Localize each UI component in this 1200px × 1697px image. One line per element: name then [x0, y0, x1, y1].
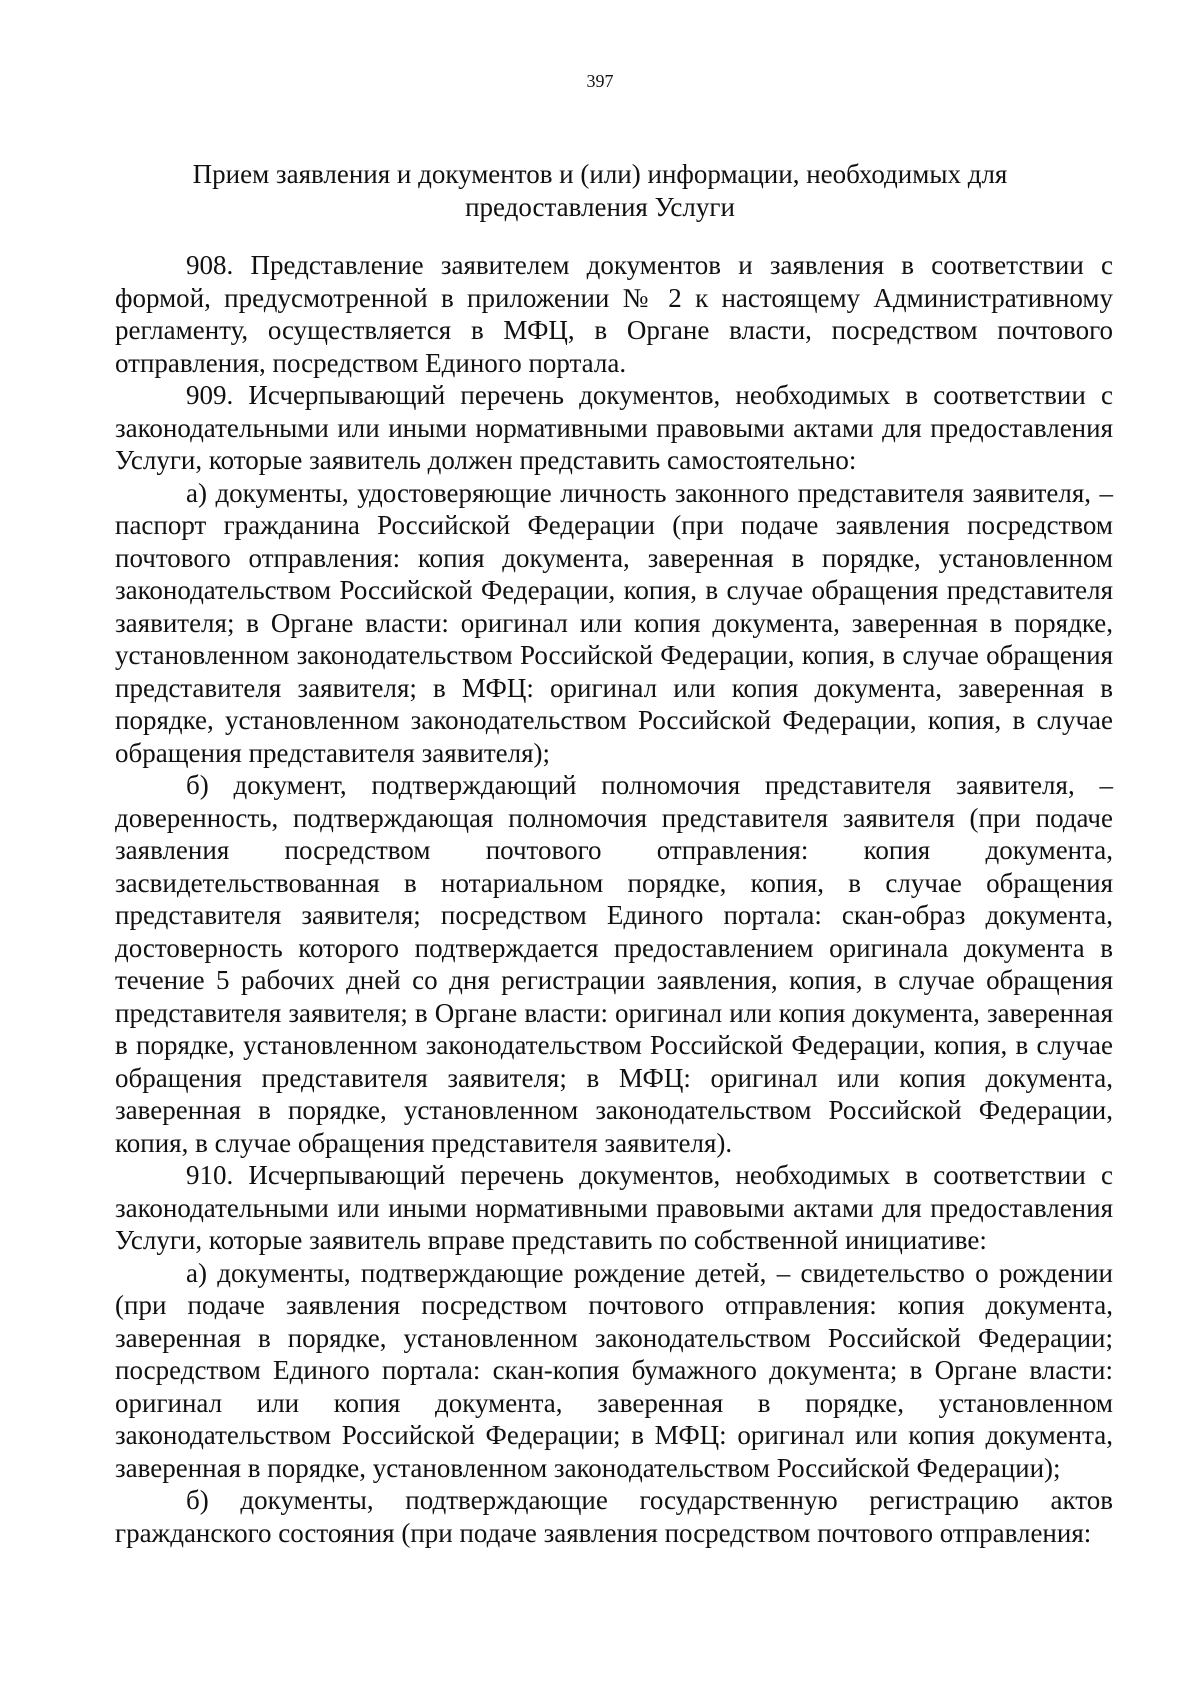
paragraph-908: 908. Представление заявителем документов и заявления в соответствии с формой, предусмотренной в приложении № 2 к настоящему Административному регламенту, осуществляется в МФЦ, в Органе власти, посредством почтового отправления, посредством Единого портала.: [115, 250, 1113, 378]
section-title-line-1: Прием заявления и документов и (или) информации, необходимых для: [192, 159, 1008, 189]
paragraph-910-b: б) документы, подтверждающие государственную регистрацию актов гражданского состояния (при подаче заявления посредством почтового отправления:: [115, 1485, 1113, 1548]
paragraph-910-a: а) документы, подтверждающие рождение детей, – свидетельство о рождении (при подаче заявления посредством почтового отправления: копия документа, заверенная в порядке, установленном законодательством Российской Федерации; посредством Единого портала: скан-копия бумажного документа; в Органе власти: оригинал или копия документа, заверенная в порядке, установленном законодательством Российской Федерации; в МФЦ: оригинал или копия документа, заверенная в порядке, установленном законодательством Российской Федерации);: [115, 1257, 1113, 1483]
paragraph-909: 909. Исчерпывающий перечень документов, необходимых в соответствии с законодательными или иными нормативными правовыми актами для предоставления Услуги, которые заявитель должен представить самостоятельно:: [115, 380, 1113, 475]
paragraph-910: 910. Исчерпывающий перечень документов, необходимых в соответствии с законодательными или иными нормативными правовыми актами для предоставления Услуги, которые заявитель вправе представить по собственной инициативе:: [115, 1160, 1113, 1255]
section-title: [190, 158, 1010, 224]
document-body: [115, 249, 1113, 1549]
page-number: 397: [586, 71, 614, 91]
paragraph-909-a: а) документы, удостоверяющие личность законного представителя заявителя, – паспорт гражданина Российской Федерации (при подаче заявления посредством почтового отправления: копия документа, заверенная в порядке, установленном законодательством Российской Федерации, копия, в случае обращения представителя заявителя; в Органе власти: оригинал или копия документа, заверенная в порядке, установленном законодательством Российской Федерации, копия, в случае обращения представителя заявителя; в МФЦ: оригинал или копия документа, заверенная в порядке, установленном законодательством Российской Федерации, копия, в случае обращения представителя заявителя);: [115, 477, 1113, 768]
paragraph-909-b: б) документ, подтверждающий полномочия представителя заявителя, – доверенность, подтверждающая полномочия представителя заявителя (при подаче заявления посредством почтового отправления: копия документа, засвидетельствованная в нотариальном порядке, копия, в случае обращения представителя заявителя; посредством Единого портала: скан-образ документа, достоверность которого подтверждается предоставлением оригинала документа в течение 5 рабочих дней со дня регистрации заявления, копия, в случае обращения представителя заявителя; в Органе власти: оригинал или копия документа, заверенная в порядке, установленном законодательством Российской Федерации, копия, в случае обращения представителя заявителя; в МФЦ: оригинал или копия документа, заверенная в порядке, установленном законодательством Российской Федерации, копия, в случае обращения представителя заявителя).: [115, 770, 1113, 1158]
section-title-line-2: предоставления Услуги: [465, 192, 735, 222]
